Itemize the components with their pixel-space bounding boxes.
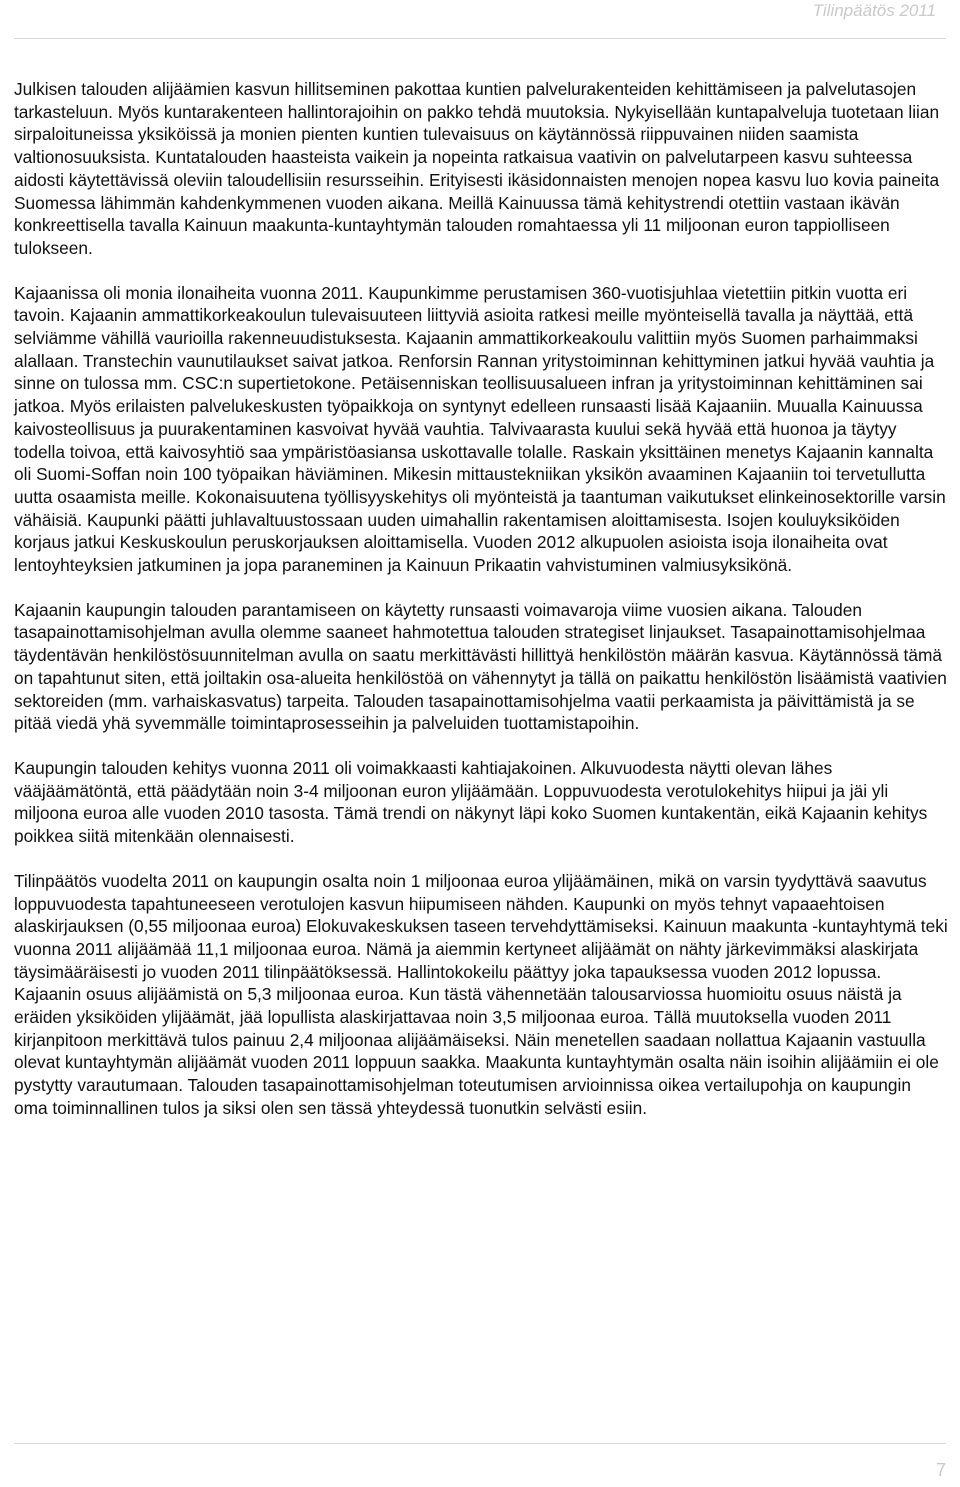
paragraph-4: Kaupungin talouden kehitys vuonna 2011 oli voimakkaasti kahtiajakoinen. Alkuvuodesta näytti olevan lähes vääjäämätöntä, että päädytään noin 3-4 miljoonan euron ylijäämään. Loppuvuodesta verotulokehitys hiipui ja jäi yli miljoona euroa alle vuoden 2010 tasosta. Tämä trendi on näkynyt läpi koko Suomen kuntakentän, eikä Kajaanin kehitys poikkea siitä mitenkään olennaisesti. — [14, 757, 928, 847]
header-divider — [14, 38, 946, 39]
document-body — [14, 78, 948, 1120]
page-number: 7 — [935, 1460, 946, 1480]
document-header-title: Tilinpäätös 2011 — [812, 1, 936, 20]
paragraph-2: Kajaanissa oli monia ilonaiheita vuonna 2011. Kaupunkimme perustamisen 360-vuotisjuhlaa vietettiin pitkin vuotta eri tavoin. Kajaanin ammattikorkeakoulun tulevaisuuteen liittyviä asioita ratkesi meille myönteisellä tavalla ja näyttää, että selviämme vähillä vaurioilla rakenneuudistuksesta. Kajaanin ammattikorkeakoulu valittiin myös Suomen parhaimmaksi alallaan. Transtechin vaunutilaukset saivat jatkoa. Renforsin Rannan yritystoiminnan kehittyminen jatkui hyvää vauhtia ja sinne on tulossa mm. CSC:n supertietokone. Petäisenniskan teollisuusalueen infran ja yritystoiminnan kehittäminen sai jatkoa. Myös erilaisten palvelukeskusten työpaikkoja on syntynyt edelleen runsaasti lisää Kajaaniin. Muualla Kainuussa kaivosteollisuus ja puurakentaminen kasvoivat hyvää vauhtia. Talvivaarasta kuului sekä hyvää että huonoa ja täytyy todella toivoa, että kaivosyhtiö saa ympäristöasiansa uskottavalle tolalle. Raskain yksittäinen menetys Kajaanin kannalta oli Suomi-Soffan noin 100 työpaikan häviäminen. Mikesin mittaustekniikan yksikön avaaminen Kajaaniin toi tervetullutta uutta osaamista meille. Kokonaisuutena työllisyyskehitys oli myönteistä ja taantuman vaikutukset elinkeinosektorille varsin vähäisiä. Kaupunki päätti juhlavaltuustossaan uuden uimahallin rakentamisen aloittamisesta. Isojen kouluyksiköiden korjaus jatkui Keskuskoulun peruskorjauksen aloittamisella. Vuoden 2012 alkupuolen asioista isoja ilonaiheita ovat lentoyhteyksien jatkuminen ja jopa paraneminen ja Kainuun Prikaatin vahvistuminen valmiusyksikönä. — [14, 282, 946, 576]
paragraph-1: Julkisen talouden alijäämien kasvun hillitseminen pakottaa kuntien palvelurakenteiden kehittämiseen ja palvelutasojen tarkasteluun. Myös kuntarakenteen hallintorajoihin on pakko tehdä muutoksia. Nykyisellään kuntapalveluja tuotetaan liian sirpaloituneissa yksiköissä ja monien pienten kuntien tulevaisuus on käytännössä riippuvainen niiden saamista valtionosuuksista. Kuntatalouden haasteista vaikein ja nopeinta ratkaisua vaativin on palvelutarpeen kasvu suhteessa aidosti käytettävissä oleviin taloudellisiin resursseihin. Erityisesti ikäsidonnaisten menojen nopea kasvu luo kovia paineita Suomessa lähimmän kahdenkymmenen vuoden aikana. Meillä Kainuussa tämä kehitystrendi otettiin vastaan ikävän konkreettisella tavalla Kainuun maakunta-kuntayhtymän talouden romahtaessa yli 11 miljoonan euron tappiolliseen tulokseen. — [14, 79, 940, 258]
paragraph-3: Kajaanin kaupungin talouden parantamiseen on käytetty runsaasti voimavaroja viime vuosien aikana. Talouden tasapainottamisohjelman avulla olemme saaneet hahmotettua talouden strategiset linjaukset. Tasapainottamisohjelmaa täydentävän henkilöstösuunnitelman avulla on saatu merkittävästi hillittyä henkilöstön määrän kasvua. Käytännössä tämä on tapahtunut siten, että joiltakin osa-alueita henkilöstöä on vähennytyt ja tällä on paikattu henkilöstön lisäämistä vaativien sektoreiden (mm. varhaiskasvatus) tarpeita. Talouden tasapainottamisohjelma vaatii perkaamista ja päivittämistä ja se pitää viedä yhä syvemmälle toimintaprosesseihin ja palveluiden tuottamistapoihin. — [14, 599, 947, 734]
paragraph-5: Tilinpäätös vuodelta 2011 on kaupungin osalta noin 1 miljoonaa euroa ylijäämäinen, mikä on varsin tyydyttävä saavutus loppuvuodesta tapahtuneeseen verotulojen kasvun hiipumiseen nähden. Kaupunki on myös tehnyt vapaaehtoisen alaskirjauksen (0,55 miljoonaa euroa) Elokuvakeskuksen taseen tervehdyttämiseksi. Kainuun maakunta -kuntayhtymä teki vuonna 2011 alijäämää 11,1 miljoonaa euroa. Nämä ja aiemmin kertyneet alijäämät on nähty järkevimmäksi alaskirjata täysimääräisesti jo vuoden 2011 tilinpäätöksessä. Hallintokokeilu päättyy joka tapauksessa vuoden 2012 lopussa. Kajaanin osuus alijäämistä on 5,3 miljoonaa euroa. Kun tästä vähennetään talousarviossa huomioitu osuus näistä ja eräiden yksiköiden ylijäämät, jää lopullista alaskirjattavaa noin 3,5 miljoonaa euroa. Tällä muutoksella vuoden 2011 kirjanpitoon merkittävä tulos painuu 2,4 miljoonaa alijäämäiseksi. Näin menetellen saadaan nollattua Kajaanin vastuulla olevat kuntayhtymän alijäämät vuoden 2011 loppuun saakka. Maakunta kuntayhtymän osalta näin isoihin alijäämiin ei ole pystytty varautumaan. Talouden tasapainottamisohjelman toteutumisen arvioinnissa oikea vertailupohja on kaupungin oma toiminnallinen tulos ja siksi olen sen tässä yhteydessä tuonutkin selvästi esiin. — [14, 870, 948, 1118]
footer-divider — [14, 1443, 946, 1444]
